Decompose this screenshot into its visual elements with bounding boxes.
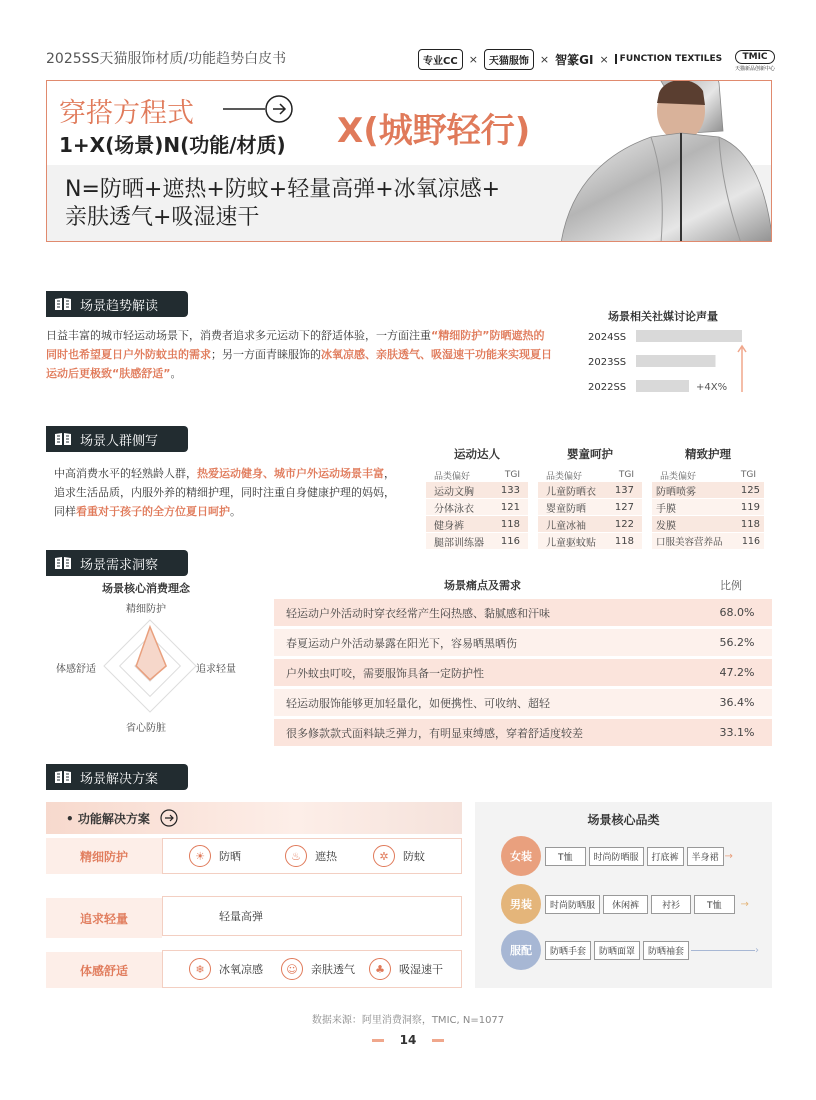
table-row: 儿童冰袖 122 <box>538 516 642 532</box>
tgi-table-care: 精致护理 品类偏好 TGI 防晒喷雾 125 手膜 119 发膜 118 口服美容营养品 116 <box>652 446 764 550</box>
bar <box>636 330 742 342</box>
men-circle: 男装 <box>501 884 541 924</box>
logo-tmall-fashion: 天猫服饰 <box>484 49 534 70</box>
function-solution-bar: • 功能解决方案 <box>46 802 462 834</box>
bar-tick-label: 2024SS <box>588 332 627 343</box>
book-icon <box>54 556 72 570</box>
solution-label-light: 追求轻量 <box>46 898 162 938</box>
table-row: 口服美容营养品 116 <box>652 533 764 549</box>
category-row-women: 女装 T恤 时尚防晒服 打底裤 半身裙 → <box>501 836 733 876</box>
bar <box>636 380 689 392</box>
table-row: 发膜 118 <box>652 516 764 532</box>
hero-scene: X(城野轻行) <box>337 111 531 151</box>
mosquito-icon: ✲ <box>373 845 395 867</box>
radar-label-right: 追求轻量 <box>196 664 236 675</box>
crowd-paragraph: 中高消费水平的轻熟龄人群，热爱运动健身、城市户外运动场景丰富，追求生活品质，内服外养的精细护理，同时注重自身健康护理的妈妈，同样看重对于孩子的全方位夏日呵护。 <box>54 467 395 518</box>
table-row: 很多修款款式面料缺乏弹力，有明显束缚感，穿着舒适度较差 33.1% <box>274 719 772 746</box>
table-row: 健身裤 118 <box>426 516 528 532</box>
table-row: 腿部训练器 116 <box>426 533 528 549</box>
table-row: 运动文胸 133 <box>426 482 528 498</box>
solution-label-protection: 精细防护 <box>46 838 162 874</box>
table-row: 儿童驱蚊贴 118 <box>538 533 642 549</box>
hero-title: 穿搭方程式 <box>59 98 194 129</box>
hero-formula: 1+X(场景)N(功能/材质) <box>59 133 286 157</box>
snowflake-icon: ❄ <box>189 958 211 980</box>
tgi-table-sports: 运动达人 品类偏好 TGI 运动文胸 133 分体泳衣 121 健身裤 118 腿部训练器 116 <box>426 446 528 550</box>
trend-paragraph: 日益丰富的城市轻运动场景下，消费者追求多元运动下的舒适体验，一方面注重“精细防护”防晒遮热的同时也希望夏日户外防蚊虫的需求；另一方面青睐服饰的冰氧凉感、亲肤透气、吸湿速干功能来实现夏日运动后更极致“肤感舒适”。 <box>46 329 552 380</box>
radar-label-left: 体感舒适 <box>56 664 96 675</box>
section-trend-header: 场景趋势解读 <box>46 291 188 317</box>
document-title: 2025SS天猫服饰材质/功能趋势白皮书 <box>46 51 287 67</box>
book-icon <box>54 297 72 311</box>
book-icon <box>54 770 72 784</box>
table-row: 春夏运动户外活动暴露在阳光下，容易晒黑晒伤 56.2% <box>274 629 772 656</box>
arrow-circle-icon <box>160 809 178 827</box>
category-row-accessories: 服配 防晒手套 防晒面罩 防晒袖套 › <box>501 930 759 970</box>
radar-label-bottom: 省心防脏 <box>126 723 166 734</box>
model-photo <box>541 80 772 242</box>
page-number: 14 <box>0 1033 816 1047</box>
radar-chart <box>100 614 200 718</box>
skin-icon: ☺ <box>281 958 303 980</box>
arrow-right-icon <box>223 94 293 124</box>
radar-label-top: 精细防护 <box>126 604 166 615</box>
logo-zhuanye: 专业CC <box>418 49 463 70</box>
bar <box>636 355 716 367</box>
section-solution-header: 场景解决方案 <box>46 764 188 790</box>
core-category-panel <box>475 802 772 988</box>
solution-items-comfort: ❄ 冰氧凉感 ☺ 亲肤透气 ♣ 吸湿速干 <box>162 950 462 988</box>
section-demand-header: 场景需求洞察 <box>46 550 188 576</box>
sun-icon: ☀ <box>189 845 211 867</box>
table-row: 分体泳衣 121 <box>426 499 528 515</box>
chart-title: 场景相关社媒讨论声量 <box>608 310 718 323</box>
volume-bar-chart <box>586 324 776 396</box>
pain-table <box>274 599 772 749</box>
solution-items-protection: ☀ 防晒 ♨ 遮热 ✲ 防蚊 <box>162 838 462 874</box>
tgi-table-baby: 婴童呵护 品类偏好 TGI 儿童防晒衣 137 婴童防晒 127 儿童冰袖 122 儿童驱蚊贴 118 <box>538 446 642 550</box>
heat-icon: ♨ <box>285 845 307 867</box>
table-row: 儿童防晒衣 137 <box>538 482 642 498</box>
solution-label-comfort: 体感舒适 <box>46 952 162 988</box>
data-source: 数据来源：阿里消费洞察，TMIC, N=1077 <box>311 1015 505 1026</box>
category-title: 场景核心品类 <box>587 813 660 827</box>
table-row: 婴童防晒 127 <box>538 499 642 515</box>
women-circle: 女装 <box>501 836 541 876</box>
growth-annotation: +4X% <box>696 382 728 393</box>
growth-arrow-icon <box>738 346 746 392</box>
bar-tick-label: 2022SS <box>588 382 627 393</box>
logo-function-textiles: FUNCTION TEXTILES <box>615 54 722 64</box>
radar-title: 场景核心消费理念 <box>102 582 190 595</box>
table-row: 户外蚊虫叮咬，需要服饰具备一定防护性 47.2% <box>274 659 772 686</box>
solution-items-light: 轻量高弹 <box>162 896 462 936</box>
table-row: 防晒喷雾 125 <box>652 482 764 498</box>
table-row: 手膜 119 <box>652 499 764 515</box>
hero-n-formula: N=防晒+遮热+防蚊+轻量高弹+冰氧凉感+ 亲肤透气+吸湿速干 <box>65 177 501 230</box>
hero-banner <box>46 80 772 242</box>
logo-zhizhuan: 智篆GI <box>555 52 594 67</box>
book-icon <box>54 432 72 446</box>
table-row: 轻运动户外活动时穿衣经常产生闷热感、黏腻感和汗味 68.0% <box>274 599 772 626</box>
partner-logos: 专业CC × 天猫服饰 × 智篆GI × FUNCTION TEXTILES <box>418 46 722 72</box>
bar-tick-label: 2023SS <box>588 357 627 368</box>
table-row: 轻运动服饰能够更加轻量化，如便携性、可收纳、超轻 36.4% <box>274 689 772 716</box>
shirt-icon: ♣ <box>369 958 391 980</box>
section-crowd-header: 场景人群侧写 <box>46 426 188 452</box>
category-row-men: 男装 时尚防晒服 休闲裤 衬衫 T恤 → <box>501 884 749 924</box>
logo-tmic: TMIC 天猫新品创新中心 <box>735 52 775 72</box>
accessories-circle: 服配 <box>501 930 541 970</box>
